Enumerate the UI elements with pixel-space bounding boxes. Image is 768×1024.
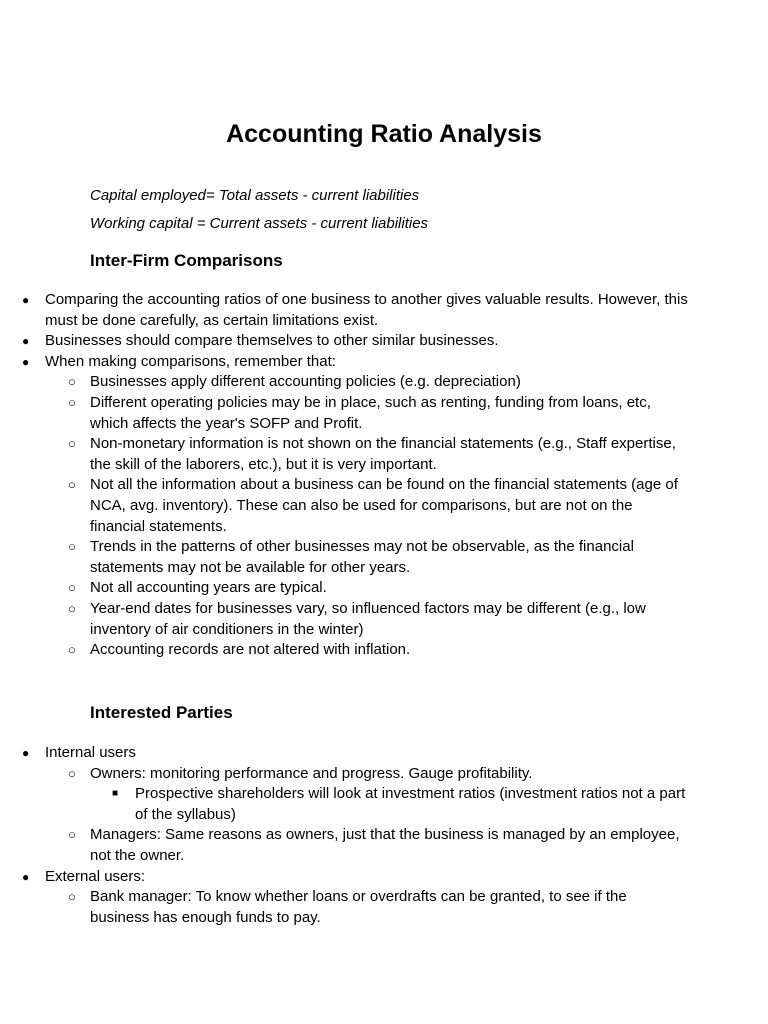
bullet-icon: ● xyxy=(22,869,30,884)
page-title: Accounting Ratio Analysis xyxy=(226,120,542,148)
bullet-icon: ● xyxy=(22,746,30,760)
bullet-icon: ○ xyxy=(68,889,76,905)
bullet-icon: ○ xyxy=(68,436,76,452)
bullet-icon: ○ xyxy=(68,394,76,410)
list-item-text: Comparing the accounting ratios of one business to another gives valuable results. However, this must be done carefully, as certain limitations exist. xyxy=(45,291,688,329)
list-item-text: Not all accounting years are typical. xyxy=(90,579,327,597)
list-item-text: Businesses apply different accounting policies (e.g. depreciation) xyxy=(90,373,521,391)
list-item xyxy=(0,434,690,475)
bullet-icon: ● xyxy=(22,354,30,369)
list-item xyxy=(0,475,690,537)
list-item-text: Different operating policies may be in place, such as renting, funding from loans, etc, which affects the year's SOFP and Profit. xyxy=(90,393,651,432)
bullet-icon: ○ xyxy=(68,580,76,596)
bullet-icon: ○ xyxy=(68,539,76,555)
list-item xyxy=(0,887,690,928)
list-item xyxy=(0,290,690,331)
list-item xyxy=(0,393,690,434)
inter-firm-list xyxy=(22,290,690,661)
list-item-text: Businesses should compare themselves to other similar businesses. xyxy=(45,332,499,350)
list-item-text: Not all the information about a business can be found on the financial statements (age of NCA, avg. inventory). These can also be used for comparisons, but are not on the financial statements. xyxy=(90,476,678,535)
bullet-icon: ■ xyxy=(112,788,119,800)
list-item-text: Year-end dates for businesses vary, so influenced factors may be different (e.g., low inventory of air conditioners in the winter) xyxy=(90,599,646,638)
list-item xyxy=(0,599,690,640)
capital-employed-formula: Capital employed= Total assets - current liabilities xyxy=(90,187,420,204)
list-item xyxy=(0,537,690,578)
list-item xyxy=(0,578,690,599)
list-item xyxy=(0,331,690,352)
section-heading-inter-firm: Inter-Firm Comparisons xyxy=(90,251,283,270)
working-capital-formula: Working capital = Current assets - current liabilities xyxy=(90,215,429,232)
list-item-text: External users: xyxy=(45,867,146,885)
list-item-text: Internal users xyxy=(45,744,136,761)
bullet-icon: ● xyxy=(22,293,30,307)
list-item xyxy=(0,352,690,373)
list-item-text: Trends in the patterns of other businesses may not be observable, as the financial statements may not be available for other years. xyxy=(90,538,634,576)
list-item xyxy=(0,372,690,393)
bullet-icon: ○ xyxy=(68,827,76,843)
bullet-icon: ○ xyxy=(68,600,76,616)
list-item-text: Managers: Same reasons as owners, just that the business is managed by an employee, not the owner. xyxy=(90,826,680,864)
list-item-text: When making comparisons, remember that: xyxy=(45,352,336,370)
list-item-text: Bank manager: To know whether loans or overdrafts can be granted, to see if the business has enough funds to pay. xyxy=(90,888,627,926)
list-item xyxy=(0,764,690,785)
list-item xyxy=(0,825,690,866)
bullet-icon: ○ xyxy=(68,765,76,781)
bullet-icon: ○ xyxy=(68,477,76,493)
list-item-text: Owners: monitoring performance and progress. Gauge profitability. xyxy=(90,764,533,782)
bullet-icon: ○ xyxy=(68,642,76,658)
section-heading-interested-parties: Interested Parties xyxy=(90,703,233,722)
list-item xyxy=(0,743,690,764)
bullet-icon: ● xyxy=(22,334,30,349)
bullet-icon: ○ xyxy=(68,374,76,390)
interested-parties-list xyxy=(22,743,690,928)
list-item-text: Prospective shareholders will look at investment ratios (investment ratios not a part of the syllabus) xyxy=(135,785,686,823)
list-item-text: Accounting records are not altered with inflation. xyxy=(90,641,411,659)
list-item xyxy=(0,867,690,888)
list-item xyxy=(0,784,690,825)
list-item-text: Non-monetary information is not shown on the financial statements (e.g., Staff expertise, the skill of the laborers, etc.), but it is very important. xyxy=(90,435,676,473)
list-item xyxy=(0,640,690,661)
